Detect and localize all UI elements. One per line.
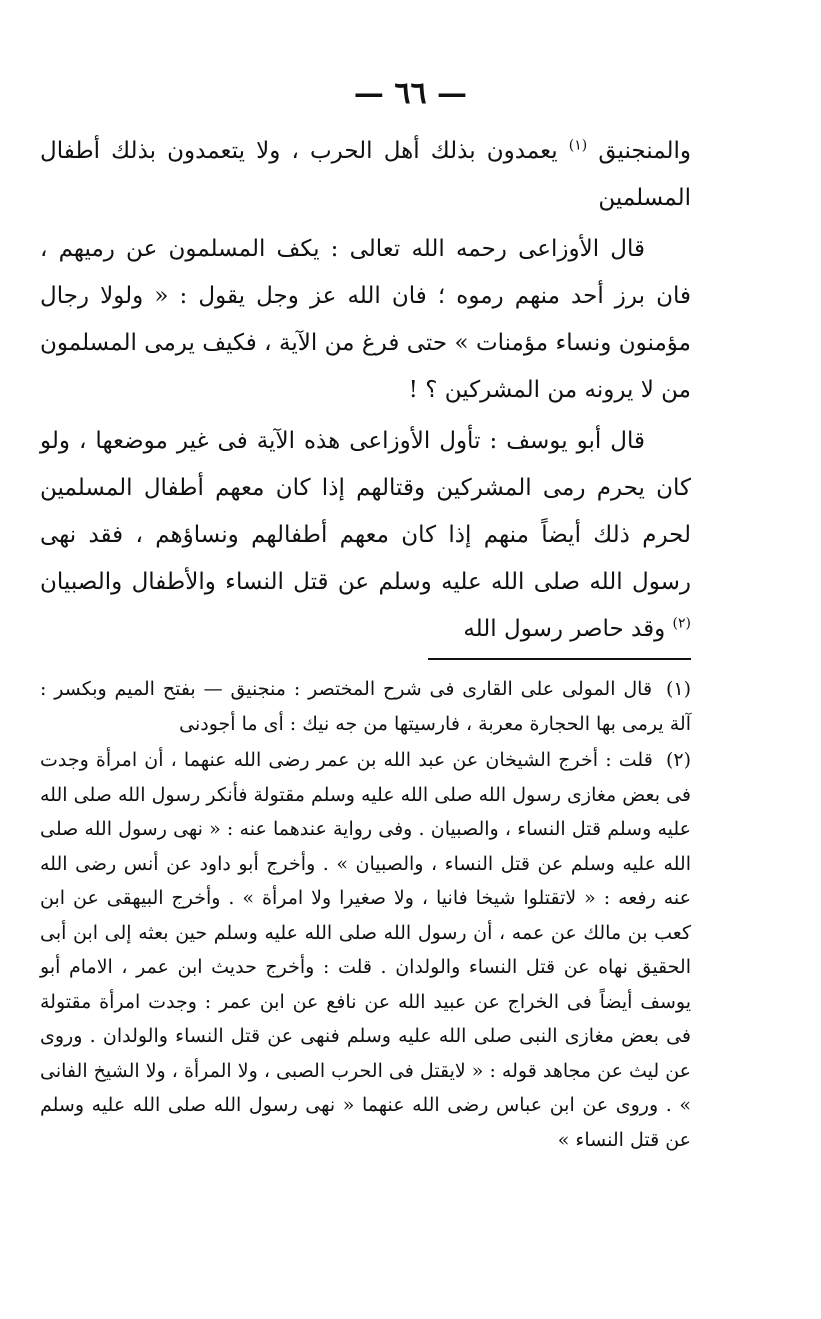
footnote-1: [40, 672, 691, 741]
main-text: [40, 128, 691, 657]
page-number: — ٦٦ —: [353, 76, 468, 111]
footnote-2: [40, 743, 691, 1157]
paragraph-3: [40, 418, 691, 653]
footnote-1-number: (١): [665, 678, 691, 700]
footnote-ref-1: (١): [568, 137, 588, 154]
footnotes: [40, 672, 691, 1159]
paragraph-3-start: قال أبو يوسف : تأول الأوزاعى هذه الآية فى غير موضعها ، ولو كان يحرم رمى المشركين وقتالهم إذا كان معهم أطفال المسلمين لحرم ذلك أيضاً منهم إذا كان معهم أطفالهم ونساؤهم ، فقد نهى رسول الله صلى الله عليه وسلم عن قتل النساء والأطفال والصبيان: [40, 428, 691, 595]
paragraph-3-rest: وقد حاصر رسول الله: [463, 616, 666, 642]
footnote-ref-2: (٢): [672, 615, 691, 632]
footnote-2-text: قلت : أخرج الشيخان عن عبد الله بن عمر رضى الله عنهما ، أن امرأة وجدت فى بعض مغازى رسول الله صلى الله عليه وسلم مقتولة فأنكر رسول الله صلى الله عليه وسلم قتل النساء ، والصبيان . وفى رواية عندهما عنه : « نهى رسول الله صلى الله عليه وسلم عن قتل النساء ، والصبيان » . وأخرج أبو داود عن أنس رضى الله عنه رفعه : « لاتقتلوا شيخا فانيا ، ولا صغيرا ولا امرأة » . وأخرج البيهقى عن ابن كعب بن مالك عن عمه ، أن رسول الله صلى الله عليه وسلم حين بعثه إلى ابن أبى الحقيق نهاه عن قتل النساء والولدان . قلت : وأخرج حديث ابن عمر ، الامام أبو يوسف أيضاً فى الخراج عن عبيد الله عن نافع عن ابن عمر : وجدت امرأة مقتولة فى بعض مغازى النبى صلى الله عليه وسلم فنهى عن قتل النساء والولدان . وروى عن ليث عن مجاهد قوله : « لايقتل فى الحرب الصبى ، ولا المرأة ، ولا الشيخ الفانى » . وروى عن ابن عباس رضى الله عنهما « نهى رسول الله صلى الله عليه وسلم عن قتل النساء »: [40, 749, 691, 1151]
paragraph-1-start: والمنجنيق: [598, 138, 691, 164]
footnote-1-text: قال المولى على القارى فى شرح المختصر : منجنيق — بفتح الميم وبكسر : آلة يرمى بها الحجارة معربة ، فارسيتها من جه نيك : أى ما أجودنى: [40, 678, 691, 735]
paragraph-2: قال الأوزاعى رحمه الله تعالى : يكف المسلمون عن رميهم ، فان برز أحد منهم رموه ؛ فان الله عز وجل يقول : « ولولا رجال مؤمنون ونساء مؤمنات » حتى فرغ من الآية ، فكيف يرمى المسلمون من لا يرونه من المشركين ؟ !: [40, 236, 691, 403]
footnote-divider: [428, 658, 691, 660]
footnote-2-number: (٢): [665, 749, 691, 771]
paragraph-1-rest: يعمدون بذلك أهل الحرب ، ولا يتعمدون بذلك أطفال المسلمين: [40, 138, 691, 211]
paragraph-1: [40, 128, 691, 222]
